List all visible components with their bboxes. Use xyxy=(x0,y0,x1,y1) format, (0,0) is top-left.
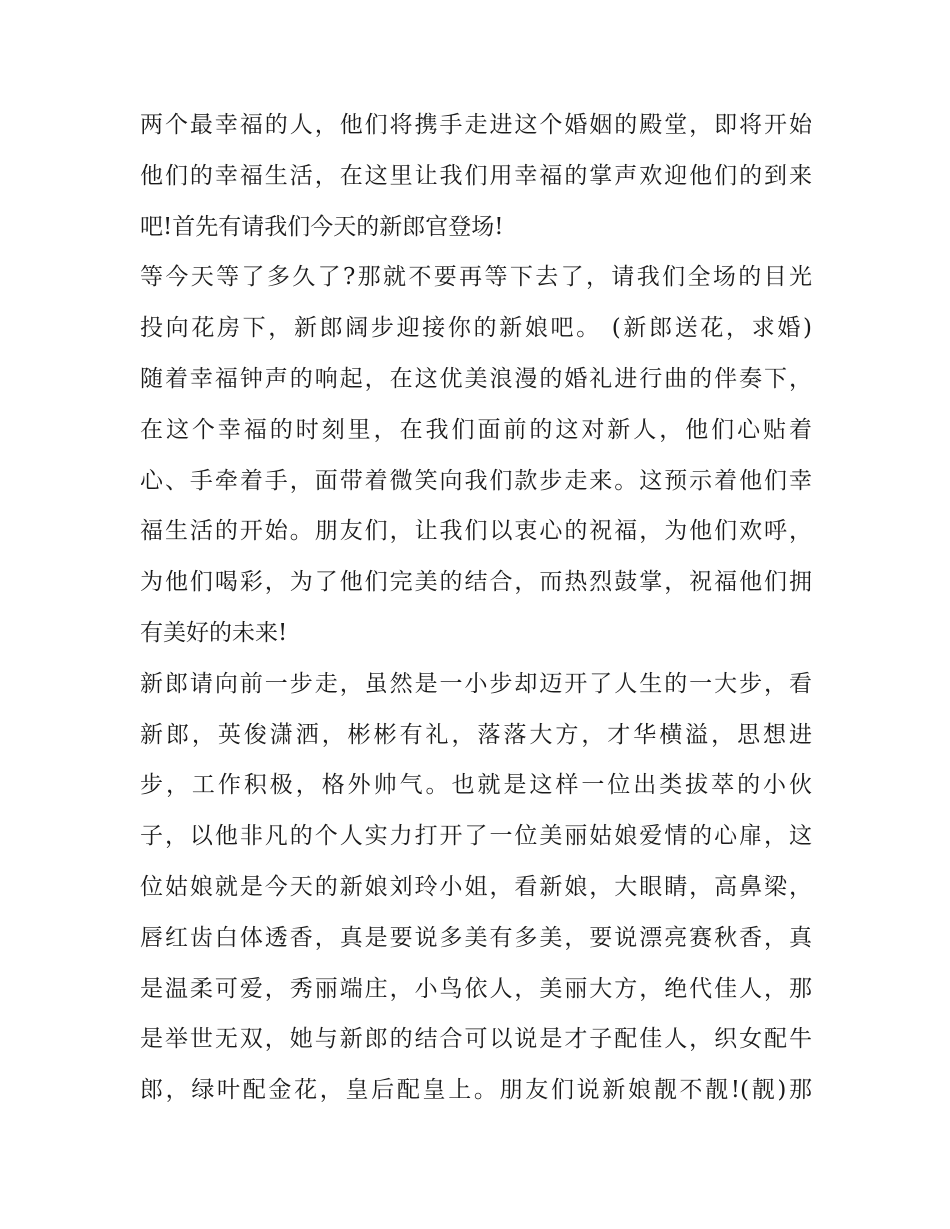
text-line-1: 两个最幸福的人，他们将携手走进这个婚姻的殿堂，即将开始 xyxy=(140,112,812,138)
text-line-14: 步，工作积极，格外帅气。也就是这样一位出类拔萃的小伙 xyxy=(140,772,812,799)
text-line-20: 郎，绿叶配金花，皇后配皇上。朋友们说新娘靓不靓!(靓)那 xyxy=(140,1077,812,1104)
text-line-6: 随着幸福钟声的响起，在这优美浪漫的婚礼进行曲的伴奏下， xyxy=(140,365,812,392)
text-line-18: 是温柔可爱，秀丽端庄，小鸟依人，美丽大方，绝代佳人，那 xyxy=(140,975,812,1002)
text-line-11: 有美好的未来! xyxy=(140,619,288,646)
text-line-9: 福生活的开始。朋友们，让我们以衷心的祝福，为他们欢呼， xyxy=(140,518,812,545)
text-line-19: 是举世无双，她与新郎的结合可以说是才子配佳人，织女配牛 xyxy=(140,1026,812,1053)
text-line-12: 新郎请向前一步走，虽然是一小步却迈开了人生的一大步，看 xyxy=(140,670,812,697)
text-line-4: 等今天等了多久了?那就不要再等下去了，请我们全场的目光 xyxy=(140,264,812,291)
document-body xyxy=(140,100,812,1116)
text-line-16: 位姑娘就是今天的新娘刘玲小姐，看新娘，大眼睛，高鼻梁， xyxy=(140,873,812,900)
text-line-2: 他们的幸福生活，在这里让我们用幸福的掌声欢迎他们的到来 xyxy=(140,162,812,189)
text-line-5: 投向花房下，新郎阔步迎接你的新娘吧。 (新郎送花，求婚) xyxy=(140,315,812,342)
text-line-8: 心、手牵着手，面带着微笑向我们款步走来。这预示着他们幸 xyxy=(140,467,812,494)
text-line-3: 吧!首先有请我们今天的新郎官登场! xyxy=(140,213,504,240)
text-line-17: 唇红齿白体透香，真是要说多美有多美，要说漂亮赛秋香，真 xyxy=(140,924,812,951)
text-line-15: 子，以他非凡的个人实力打开了一位美丽姑娘爱情的心扉，这 xyxy=(140,823,812,850)
text-line-7: 在这个幸福的时刻里，在我们面前的这对新人，他们心贴着 xyxy=(140,416,812,443)
text-line-10: 为他们喝彩，为了他们完美的结合，而热烈鼓掌，祝福他们拥 xyxy=(140,569,812,596)
text-line-13: 新郎，英俊潇洒，彬彬有礼，落落大方，才华横溢，思想进 xyxy=(140,721,812,748)
